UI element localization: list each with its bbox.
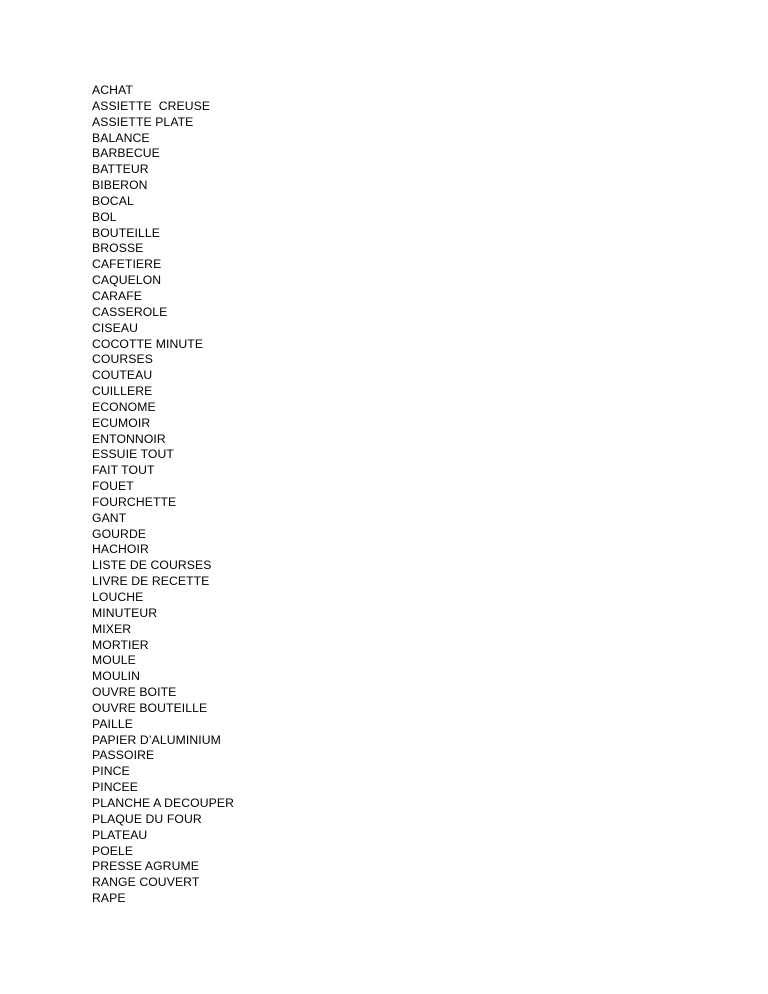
word-item: COCOTTE MINUTE — [92, 336, 204, 351]
word-item: PASSOIRE — [92, 748, 155, 763]
word-item: GOURDE — [92, 526, 147, 541]
word-item: ASSIETTE CREUSE — [92, 98, 211, 113]
word-item: PLAQUE DU FOUR — [92, 811, 202, 826]
word-item: CISEAU — [92, 320, 138, 335]
word-list — [92, 83, 234, 907]
word-item: ASSIETTE PLATE — [92, 114, 194, 129]
word-item: ESSUIE TOUT — [92, 447, 174, 462]
word-item: PINCE — [92, 764, 130, 779]
word-item: HACHOIR — [92, 542, 149, 557]
word-item: BROSSE — [92, 241, 144, 256]
word-item: LISTE DE COURSES — [92, 558, 212, 573]
word-item: CAFETIERE — [92, 257, 162, 272]
word-item: MOULIN — [92, 669, 140, 684]
word-item: PLANCHE A DECOUPER — [92, 795, 234, 810]
word-item: LIVRE DE RECETTE — [92, 574, 210, 589]
word-item: BOUTEILLE — [92, 225, 160, 240]
word-item: POELE — [92, 843, 134, 858]
word-item: RANGE COUVERT — [92, 875, 200, 890]
word-item: COUTEAU — [92, 368, 153, 383]
word-item: FOURCHETTE — [92, 494, 177, 509]
word-item: OUVRE BOUTEILLE — [92, 700, 208, 715]
word-item: CAQUELON — [92, 273, 162, 288]
word-item: MIXER — [92, 621, 132, 636]
word-item: ENTONNOIR — [92, 431, 166, 446]
word-item: MOULE — [92, 653, 136, 668]
word-item: PRESSE AGRUME — [92, 859, 199, 874]
word-item: PLATEAU — [92, 827, 148, 842]
word-item: OUVRE BOITE — [92, 685, 177, 700]
word-item: PINCEE — [92, 780, 138, 795]
word-item: ACHAT — [92, 83, 133, 97]
word-item: BARBECUE — [92, 146, 160, 161]
word-item: CASSEROLE — [92, 304, 168, 319]
word-item: BIBERON — [92, 178, 148, 193]
word-item: PAILLE — [92, 716, 134, 731]
word-item: GANT — [92, 510, 127, 525]
word-item: LOUCHE — [92, 590, 144, 604]
word-item: MINUTEUR — [92, 605, 158, 620]
word-item: BOCAL — [92, 193, 134, 208]
word-item: RAPE — [92, 891, 126, 906]
word-item: BATTEUR — [92, 162, 149, 177]
word-item: PAPIER D’ALUMINIUM — [92, 732, 221, 747]
word-item: CUILLERE — [92, 384, 153, 399]
word-item: FAIT TOUT — [92, 463, 155, 478]
word-item: CARAFE — [92, 288, 143, 303]
word-item: ECUMOIR — [92, 415, 151, 430]
word-item: MORTIER — [92, 637, 149, 652]
word-item: BOL — [92, 209, 117, 224]
word-item: ECONOME — [92, 399, 156, 414]
word-item: BALANCE — [92, 130, 150, 145]
word-item: COURSES — [92, 352, 153, 367]
word-item: FOUET — [92, 479, 134, 494]
